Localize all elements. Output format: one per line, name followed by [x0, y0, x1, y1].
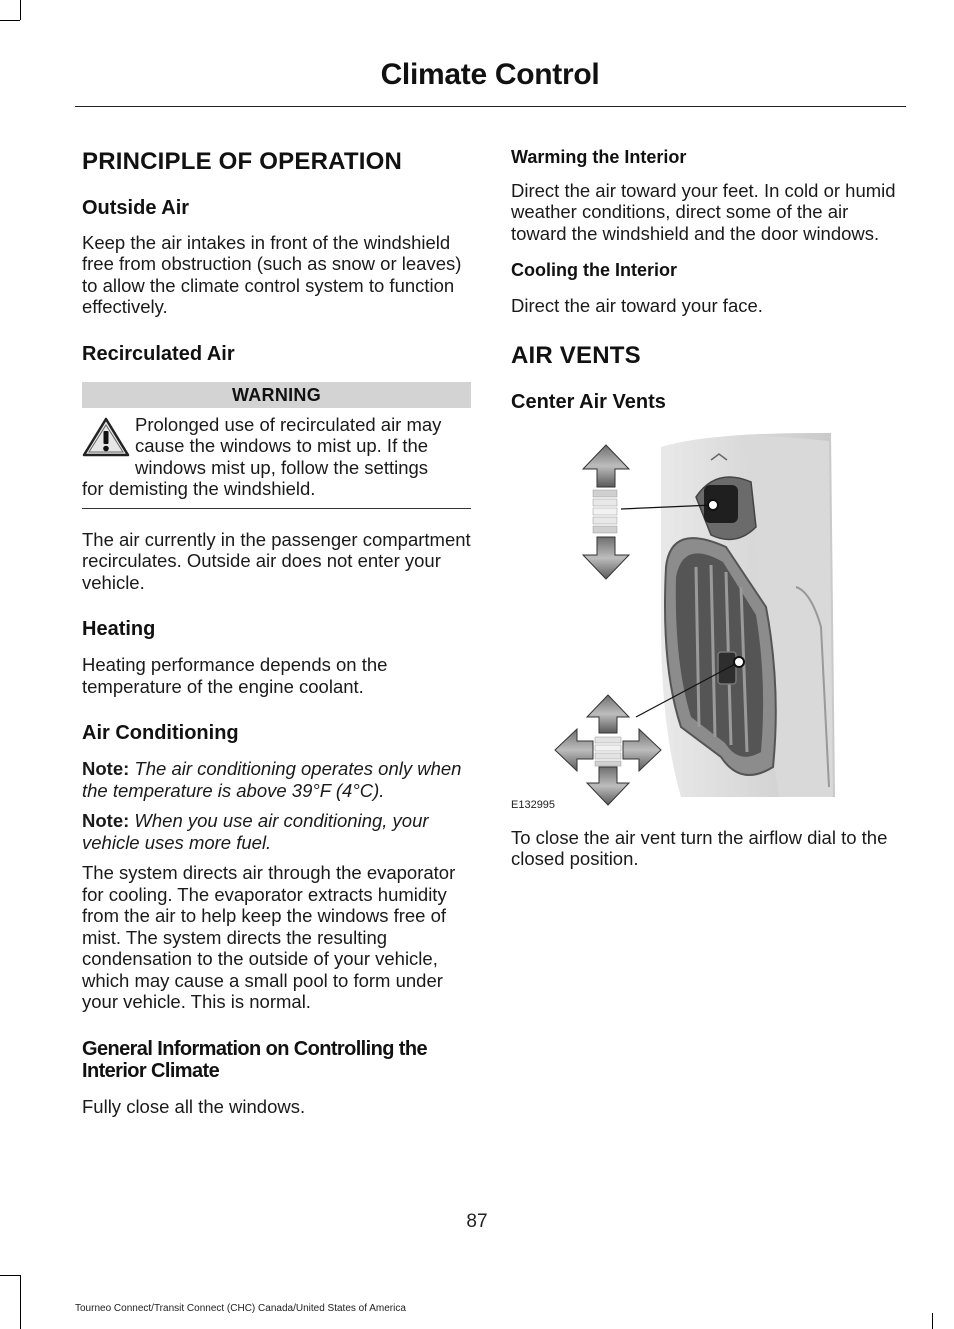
page-number: 87: [466, 1211, 488, 1232]
warning-line: Prolonged use of recirculated air may: [135, 413, 442, 435]
note-ac-fuel: [82, 810, 471, 853]
air-conditioning-text: The system directs air through the evaporator for cooling. The evaporator extracts humidity from the air to help keep the windows free of mist. The system directs the resulting condensation to the outside of your vehicle, which may cause a small pool to form under your vehicle. This is normal.: [82, 862, 456, 1013]
footer-text: Tourneo Connect/Transit Connect (CHC) Canada/United States of America: [75, 1303, 406, 1314]
air-vent-figure: [511, 427, 903, 817]
section-title-air-vents: AIR VENTS: [511, 342, 641, 370]
warning-line: windows mist up, follow the settings: [135, 456, 429, 478]
cooling-interior-text: Direct the air toward your face.: [511, 294, 763, 316]
heating-text: Heating performance depends on the temperature of the engine coolant.: [82, 654, 388, 697]
center-air-vents-text: To close the air vent turn the airflow dial to the closed position.: [511, 826, 888, 870]
crop-mark: [0, 20, 20, 21]
left-column: [82, 140, 471, 1117]
heading-cooling-interior: Cooling the Interior: [511, 260, 677, 281]
warning-line: for demisting the windshield.: [82, 478, 316, 500]
heading-outside-air: Outside Air: [82, 196, 190, 219]
heading-general-information: General Information on Controlling the Interior Climate: [82, 1037, 427, 1082]
warning-label: WARNING: [82, 382, 471, 408]
warning-line: cause the windows to mist up. If the: [135, 435, 429, 457]
warning-text: [82, 414, 471, 500]
warning-triangle-icon: [82, 416, 130, 458]
note-ac-temperature: [82, 758, 471, 801]
center-air-vent-illustration: [511, 427, 903, 817]
heading-warming-interior: Warming the Interior: [511, 147, 687, 167]
recirculated-air-text: The air currently in the passenger compartment recirculates. Outside air does not enter your vehicle.: [82, 528, 471, 593]
note-text: The air conditioning operates only when the temperature is above 39°F (4°C).: [82, 758, 462, 801]
page-title: Climate Control: [380, 58, 600, 91]
figure-code: E132995: [511, 798, 556, 811]
note-label: Note:: [82, 758, 130, 780]
note-label: Note:: [82, 810, 130, 832]
up-down-arrow-icon: [583, 445, 629, 579]
outside-air-text: Keep the air intakes in front of the windshield free from obstruction (such as snow or leaves) to allow the climate control system to function effectively.: [82, 231, 462, 318]
crop-mark: [20, 1275, 21, 1329]
crop-mark: [20, 0, 21, 20]
crop-mark: [932, 1313, 933, 1329]
right-column: [511, 140, 903, 870]
heading-center-air-vents: Center Air Vents: [511, 390, 666, 413]
warming-interior-text: Direct the air toward your feet. In cold or humid weather conditions, direct some of the air toward the windshield and the door windows.: [511, 179, 896, 244]
heading-heating: Heating: [82, 618, 156, 641]
section-title-principle: PRINCIPLE OF OPERATION: [82, 148, 402, 175]
general-information-text: Fully close all the windows.: [82, 1095, 306, 1117]
note-text: When you use air conditioning, your vehicle uses more fuel.: [82, 810, 429, 853]
crop-mark: [0, 1275, 20, 1276]
heading-air-conditioning: Air Conditioning: [82, 722, 239, 745]
warning-box: [82, 414, 471, 509]
heading-recirculated-air: Recirculated Air: [82, 342, 235, 365]
header-divider: [75, 106, 906, 107]
